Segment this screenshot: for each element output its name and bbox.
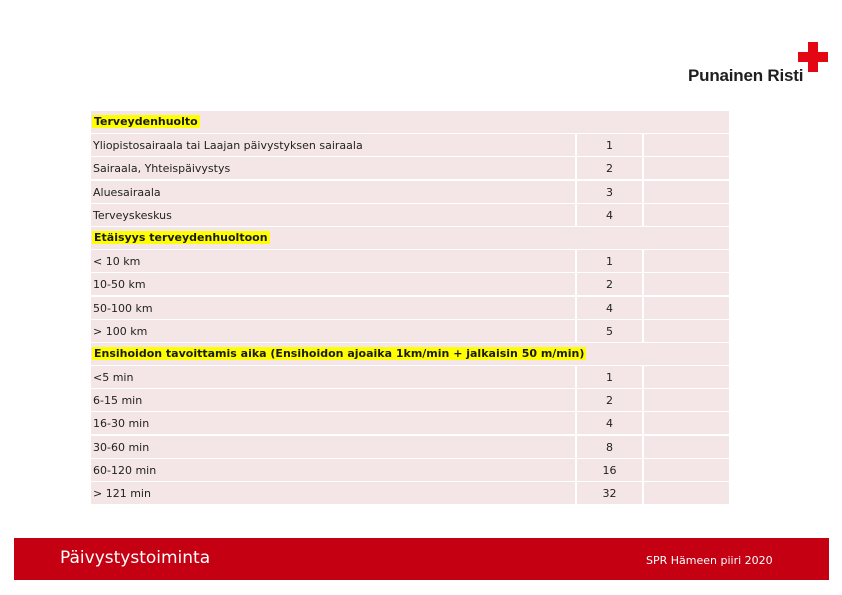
empty-cell (644, 157, 729, 179)
empty-cell (644, 482, 729, 504)
section-title: Etäisyys terveydenhuoltoon (94, 230, 268, 244)
label-cell (91, 320, 575, 342)
footer-bar (14, 538, 829, 580)
table-row (91, 320, 729, 342)
row-value: 2 (606, 278, 613, 292)
section-header (91, 343, 729, 365)
empty-cell (644, 389, 729, 411)
row-label: 6-15 min (93, 394, 143, 408)
value-cell (577, 181, 642, 203)
section-header (91, 227, 729, 249)
table-row (91, 482, 729, 504)
label-cell (91, 250, 575, 272)
value-cell (577, 273, 642, 295)
row-label: < 10 km (93, 255, 141, 269)
row-label: Aluesairaala (93, 185, 161, 199)
footer-title: Päivystystoiminta (60, 548, 211, 568)
label-cell (91, 134, 575, 156)
label-cell (91, 297, 575, 319)
table-row (91, 412, 729, 434)
value-cell (577, 157, 642, 179)
row-label: > 100 km (93, 324, 148, 338)
row-label: 60-120 min (93, 463, 157, 477)
empty-cell (644, 273, 729, 295)
label-cell (91, 181, 575, 203)
table-row (91, 459, 729, 481)
empty-cell (644, 320, 729, 342)
empty-cell (644, 412, 729, 434)
logo-text: Punainen Risti (688, 66, 804, 85)
value-cell (577, 134, 642, 156)
section-title: Ensihoidon tavoittamis aika (Ensihoidon ajoaika 1km/min + jalkaisin 50 m/min) (94, 346, 585, 360)
scoring-table (91, 111, 729, 505)
empty-cell (644, 181, 729, 203)
value-cell (577, 436, 642, 458)
label-cell (91, 459, 575, 481)
row-value: 16 (602, 463, 617, 477)
section-header (91, 111, 729, 133)
row-value: 1 (606, 139, 613, 153)
value-cell (577, 297, 642, 319)
row-value: 4 (606, 301, 613, 315)
row-value: 4 (606, 417, 613, 431)
row-value: 3 (606, 185, 613, 199)
value-cell (577, 389, 642, 411)
label-cell (91, 389, 575, 411)
row-value: 8 (606, 440, 613, 454)
table-row (91, 297, 729, 319)
label-cell (91, 273, 575, 295)
value-cell (577, 204, 642, 226)
row-label: 30-60 min (93, 440, 150, 454)
row-value: 1 (606, 255, 613, 269)
footer-organization: SPR Hämeen piiri 2020 (646, 554, 773, 567)
row-label: 16-30 min (93, 417, 150, 431)
red-cross-icon (798, 42, 828, 72)
label-cell (91, 482, 575, 504)
label-cell (91, 436, 575, 458)
row-label: Yliopistosairaala tai Laajan päivystyksen sairaala (93, 139, 363, 153)
value-cell (577, 459, 642, 481)
value-cell (577, 482, 642, 504)
red-cross-logo (688, 40, 830, 88)
row-label: 10-50 km (93, 278, 146, 292)
empty-cell (644, 250, 729, 272)
table-row (91, 436, 729, 458)
table-row (91, 134, 729, 156)
table-row (91, 157, 729, 179)
row-label: 50-100 km (93, 301, 153, 315)
table-row (91, 273, 729, 295)
value-cell (577, 366, 642, 388)
row-value: 2 (606, 394, 613, 408)
label-cell (91, 204, 575, 226)
table-row (91, 250, 729, 272)
table-row (91, 366, 729, 388)
row-value: 2 (606, 162, 613, 176)
label-cell (91, 366, 575, 388)
row-label: > 121 min (93, 487, 151, 500)
row-value: 1 (606, 371, 613, 385)
value-cell (577, 320, 642, 342)
table-row (91, 204, 729, 226)
empty-cell (644, 204, 729, 226)
empty-cell (644, 134, 729, 156)
row-value: 32 (602, 487, 617, 500)
table-row (91, 181, 729, 203)
empty-cell (644, 436, 729, 458)
label-cell (91, 157, 575, 179)
empty-cell (644, 459, 729, 481)
table-row (91, 389, 729, 411)
section-title: Terveydenhuolto (94, 115, 198, 128)
row-value: 5 (606, 324, 613, 338)
row-label: <5 min (93, 371, 134, 385)
empty-cell (644, 297, 729, 319)
value-cell (577, 412, 642, 434)
row-label: Sairaala, Yhteispäivystys (93, 162, 231, 176)
row-label: Terveyskeskus (93, 208, 172, 222)
empty-cell (644, 366, 729, 388)
row-value: 4 (606, 208, 613, 222)
value-cell (577, 250, 642, 272)
label-cell (91, 412, 575, 434)
